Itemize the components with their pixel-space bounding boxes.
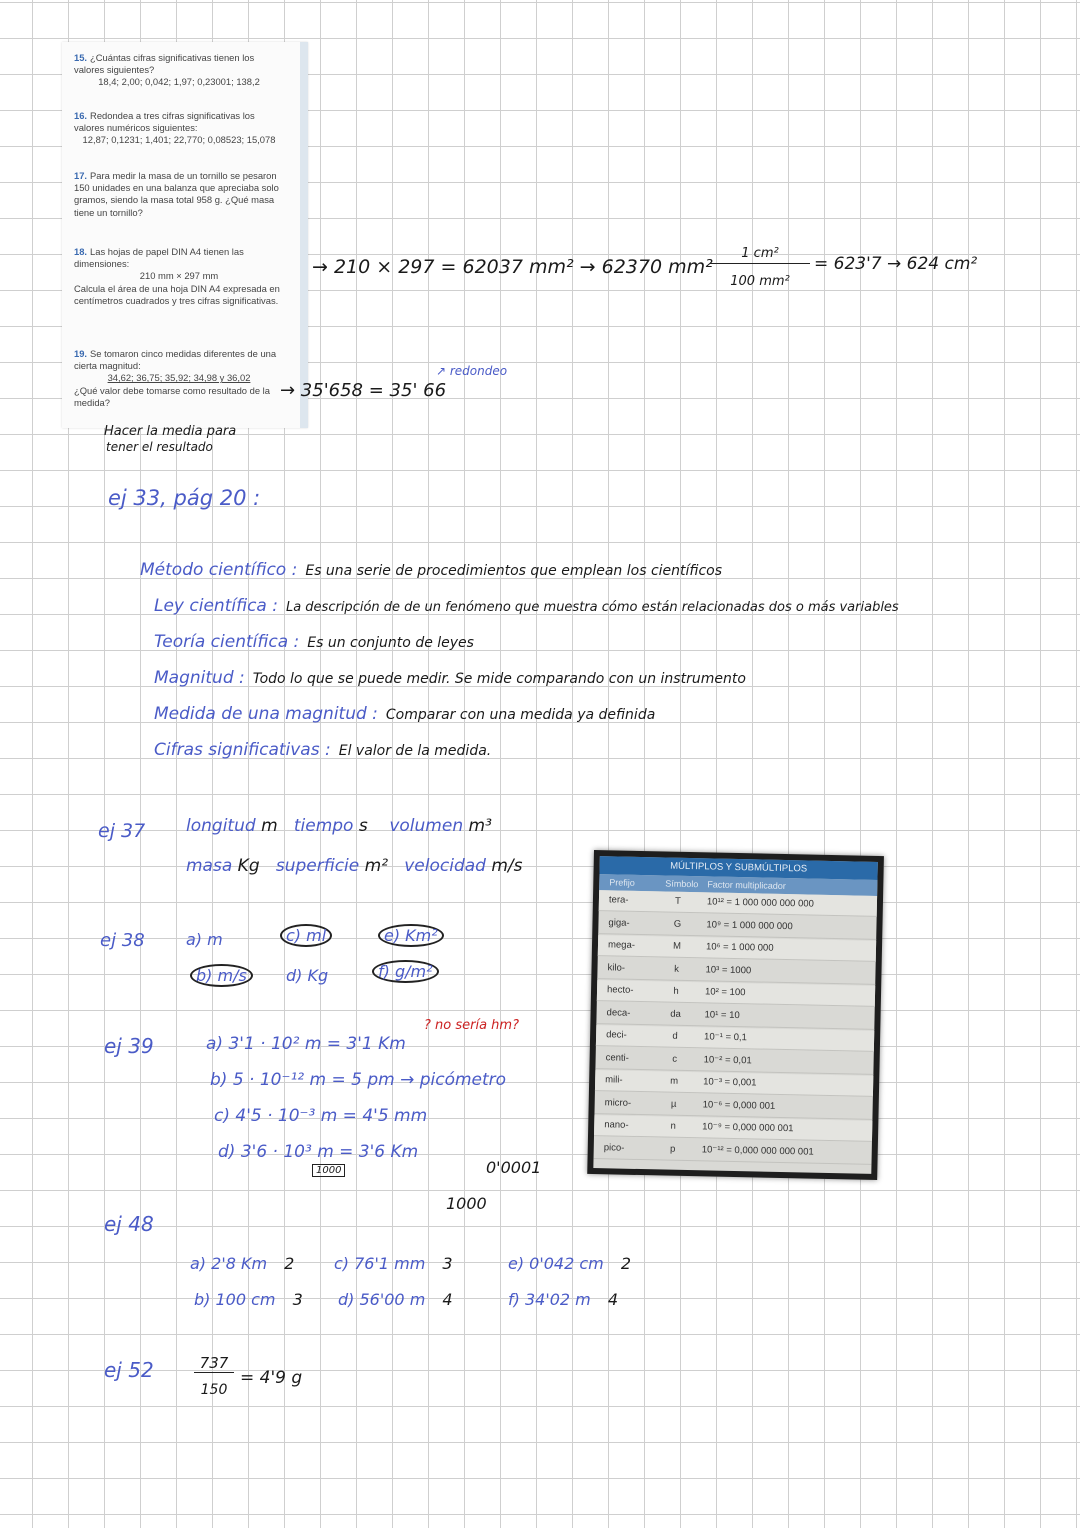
definition-term: Método científico : [140,560,298,580]
table-cell: 10⁻¹² = 0,000 000 000 001 [701,1143,814,1158]
table-cell: 10⁻⁶ = 0,000 001 [702,1098,776,1112]
table-cell: 10¹ = 10 [704,1008,740,1021]
ej38-item-b: b) m/s [190,966,253,985]
table-cell: hecto- [606,984,634,996]
ej52-label: ej 52 [104,1358,154,1382]
table-cell: giga- [608,916,630,929]
ej39-c: c) 4'5 · 10⁻³ m = 4'5 mm [214,1106,428,1126]
table-cell: 10⁻³ = 0,001 [703,1076,757,1089]
table-cell: T [674,895,681,907]
answer-19-round-tag: ↗ redondeo [436,364,508,378]
ej48-label: ej 48 [104,1212,154,1236]
ej38-item-e: e) Km² [378,926,444,945]
table-cell: m [670,1075,679,1087]
definition-desc: Es una serie de procedimientos que emplean los científicos [305,563,723,579]
answer-18-calc: → 210 × 297 = 62037 mm² → 62370 mm² [312,256,713,278]
ej38-item-a: a) m [186,930,223,949]
ej48-b: b) 100 cm 3 [194,1290,303,1309]
table-cell: nano- [604,1119,629,1131]
multiples-table [587,850,884,1180]
answer-18-frac-den: 100 mm² [730,274,790,289]
definition-term: Ley científica : [154,596,278,616]
ej38-item-d: d) Kg [286,966,329,985]
ej48-c: c) 76'1 mm 3 [334,1254,453,1273]
table-cell: n [670,1120,676,1132]
table-cell: c [672,1053,678,1065]
definition-desc: Es un conjunto de leyes [307,635,474,651]
table-cell: 10⁻² = 0,01 [703,1053,752,1066]
ej39-d-box: 1000 [312,1164,345,1177]
table-cell: G [673,918,682,930]
table-cell: micro- [604,1096,632,1109]
definition-row [154,740,491,760]
table-cell: k [674,963,680,975]
ej39-label: ej 39 [104,1034,154,1058]
table-title: MÚLTIPLOS Y SUBMÚLTIPLOS [599,856,877,880]
table-cell: mega- [607,939,636,951]
ej48-d: d) 56'00 m 4 [338,1290,453,1309]
table-cell: 10⁻⁹ = 0,000 000 001 [702,1121,794,1135]
ej38-item-c: c) ml [280,926,332,945]
definition-row [140,560,722,580]
ej39-a: a) 3'1 · 10² m = 3'1 Km [206,1034,406,1054]
question-19: 19. Se tomaron cinco medidas diferentes de una cierta magnitud: 34,62; 36,75; 35,92; 34,98 y 36,02 ¿Qué valor debe tomarse como resultado de la medida? [74,348,277,408]
ej52-result: = 4'9 g [240,1368,303,1388]
definition-row [154,632,474,652]
definition-row [154,704,655,724]
table-cell: deci- [606,1029,627,1041]
textbook-excerpt [62,42,308,428]
definition-row [154,668,746,688]
table-cell: µ [670,1098,677,1110]
definition-term: Medida de una magnitud : [154,704,378,724]
definition-term: Teoría científica : [154,632,300,652]
ej39-b: b) 5 · 10⁻¹² m = 5 pm → picómetro [210,1070,507,1090]
table-cell: mili- [605,1074,623,1086]
ej48-e: e) 0'042 cm 2 [508,1254,632,1273]
ej37-row-1: longitud m tiempo s volumen m³ [186,816,492,836]
ej38-item-f: f) g/m² [372,962,439,981]
table-cell: da [670,1008,681,1020]
definition-desc: Todo lo que se puede medir. Se mide comparando con un instrumento [252,671,746,687]
definition-term: Magnitud : [154,668,245,688]
ej52-den: 150 [200,1382,228,1398]
definition-desc: Comparar con una medida ya definida [385,707,656,723]
ej52-num: 737 [194,1354,234,1373]
answer-18-result: = 623'7 → 624 cm² [814,254,978,274]
table-cell: 10⁻¹ = 0,1 [703,1031,747,1044]
definition-term: Cifras significativas : [154,740,331,760]
answer-19-note-2: tener el resultado [106,440,213,454]
answer-18-frac-num: 1 cm² [710,246,810,264]
definition-row [154,596,899,616]
question-18: 18. Las hojas de papel DIN A4 tienen las dimensiones: 210 mm × 297 mm Calcula el área de una hoja DIN A4 expresada en centímetros cuadrados y tres cifras significativas. [74,246,280,306]
table-cell: M [672,940,682,952]
table-cell: kilo- [607,961,626,974]
question-16: 16. Redondea a tres cifras significativas los valores numéricos siguientes: 12,87; 0,1231; 1,401; 22,770; 0,08523; 15,078 [74,110,276,146]
ej38-label: ej 38 [100,930,145,951]
ej37-row-2: masa Kg superficie m² velocidad m/s [186,856,523,876]
table-header: Prefijo Símbolo Factor multiplicador [599,874,877,896]
table-cell: pico- [603,1141,625,1154]
table-cell: tera- [608,894,629,906]
question-17: 17. Para medir la masa de un tornillo se pesaron 150 unidades en una balanza que apreciaba solo gramos, siendo la masa total 958 g. ¿Qué masa tiene un tornillo? [74,170,279,218]
ej39-d: d) 3'6 · 10³ m = 3'6 Km [218,1142,419,1162]
ej39-side-1: 0'0001 [486,1158,542,1177]
table-cell: 10⁶ = 1 000 000 [705,941,774,954]
table-cell: 10² = 100 [704,986,746,999]
table-cell: centi- [605,1051,630,1064]
definition-desc: El valor de la medida. [338,743,492,759]
ej39-side-2: 1000 [446,1194,487,1213]
table-cell: deca- [606,1006,631,1019]
table-cell: d [672,1030,678,1042]
table-cell: 10⁹ = 1 000 000 000 [706,918,793,932]
definition-desc: La descripción de de un fenómeno que muestra cómo están relacionadas dos o más variables [285,600,899,615]
table-cell: h [673,985,679,997]
table-cell: p [669,1143,676,1155]
answer-19-result: → 35'658 = 35' 66 [280,380,447,401]
ej48-f: f) 34'02 m 4 [508,1290,619,1309]
ej33-heading: ej 33, pág 20 : [108,486,261,510]
table-cell: 10¹² = 1 000 000 000 000 [706,896,814,910]
answer-19-note-1: Hacer la media para [104,424,237,439]
question-15: 15. ¿Cuántas cifras significativas tienen los valores siguientes? 18,4; 2,00; 0,042; 1,97; 0,23001; 138,2 [74,52,260,88]
ej48-a: a) 2'8 Km 2 [190,1254,295,1273]
table-row [594,1138,872,1165]
ej39-a-note: ? no sería hm? [424,1018,519,1033]
ej37-label: ej 37 [98,820,146,842]
table-cell: 10³ = 1000 [705,963,752,976]
